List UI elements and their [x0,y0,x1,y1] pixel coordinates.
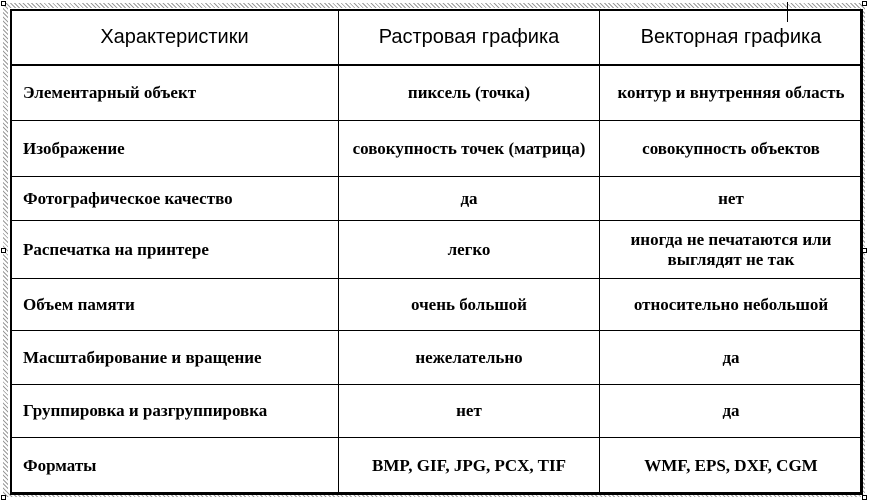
table-row [11,121,863,177]
vector-cell[interactable]: да [600,385,863,438]
vector-cell[interactable]: иногда не печатаются или выглядят не так [600,221,863,279]
row-label[interactable]: Элементарный объект [11,65,339,121]
vector-cell[interactable]: контур и внутренняя область [600,65,863,121]
raster-cell[interactable]: легко [339,221,600,279]
vector-cell[interactable]: совокупность объектов [600,121,863,177]
resize-handle-middle-left[interactable] [1,248,6,253]
resize-handle-top-right[interactable] [862,1,867,6]
header-raster[interactable]: Растровая графика [339,10,600,65]
header-row [11,10,863,65]
raster-cell[interactable]: пиксель (точка) [339,65,600,121]
row-label[interactable]: Фотографическое качество [11,177,339,221]
row-label[interactable]: Группировка и разгруппировка [11,385,339,438]
row-label[interactable]: Форматы [11,438,339,495]
table-row [11,279,863,331]
header-characteristics[interactable]: Характеристики [11,10,339,65]
row-label[interactable]: Объем памяти [11,279,339,331]
table-row [11,438,863,495]
row-label[interactable]: Распечатка на принтере [11,221,339,279]
resize-handle-top-left[interactable] [1,1,6,6]
raster-cell[interactable]: нежелательно [339,331,600,385]
vector-cell[interactable]: да [600,331,863,385]
table-row [11,331,863,385]
table-row [11,385,863,438]
table-row [11,177,863,221]
table-row [11,65,863,121]
header-vector[interactable]: Векторная графика [600,10,863,65]
table-row [11,221,863,279]
vector-cell[interactable]: WMF, EPS, DXF, CGM [600,438,863,495]
raster-cell[interactable]: очень большой [339,279,600,331]
vector-cell[interactable]: относительно небольшой [600,279,863,331]
row-label[interactable]: Изображение [11,121,339,177]
raster-cell[interactable]: BMP, GIF, JPG, PCX, TIF [339,438,600,495]
resize-handle-bottom-left[interactable] [1,495,6,500]
raster-cell[interactable]: да [339,177,600,221]
row-label[interactable]: Масштабирование и вращение [11,331,339,385]
raster-cell[interactable]: совокупность точек (матрица) [339,121,600,177]
resize-handle-bottom-right[interactable] [862,495,867,500]
vector-cell[interactable]: нет [600,177,863,221]
raster-cell[interactable]: нет [339,385,600,438]
comparison-table [10,9,863,495]
